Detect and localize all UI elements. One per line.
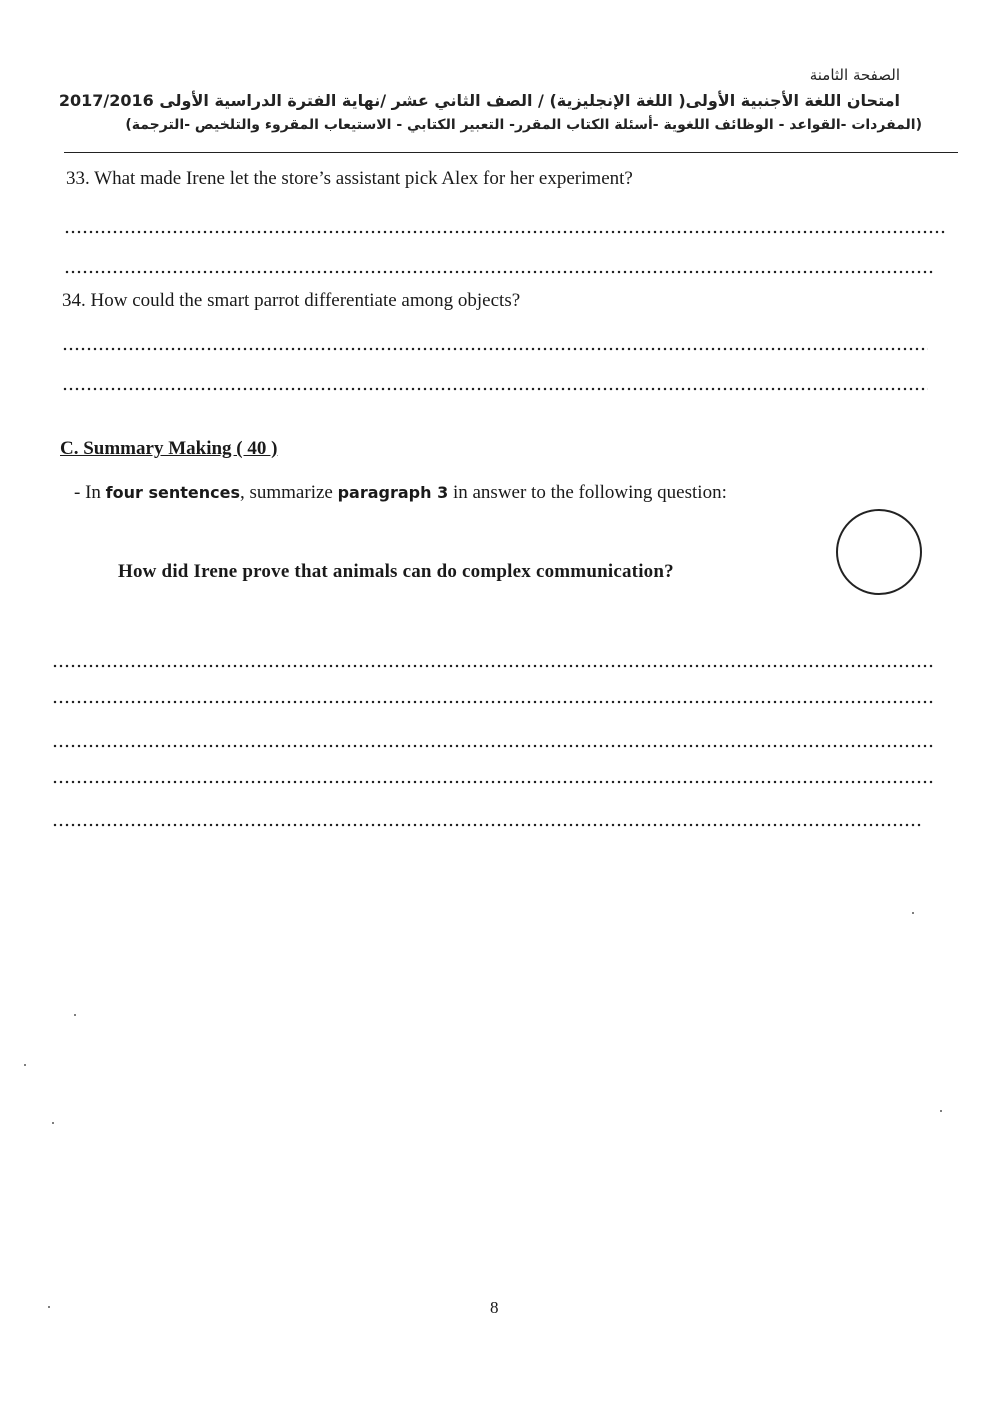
scan-speck [940, 1110, 942, 1112]
scan-speck [24, 1064, 26, 1066]
summary-line-5[interactable] [52, 819, 922, 831]
question-33 [66, 168, 633, 190]
instruction-four-sentences: four sentences [105, 483, 240, 502]
summary-line-2[interactable] [52, 696, 934, 708]
answer-line-33a[interactable] [64, 226, 946, 238]
answer-line-34a[interactable] [62, 343, 928, 355]
scan-speck [48, 1306, 50, 1308]
question-34-text: How could the smart parrot differentiate among objects? [90, 290, 521, 311]
summary-question: How did Irene prove that animals can do complex communication? [118, 561, 674, 582]
question-33-number: 33. [66, 168, 90, 189]
page-label-arabic: الصفحة الثامنة [809, 66, 900, 84]
instruction-paragraph: paragraph 3 [337, 483, 449, 502]
question-34 [62, 290, 520, 312]
summary-line-1[interactable] [52, 660, 934, 672]
instruction-suffix: in answer to the following question: [452, 482, 727, 503]
exam-topics-arabic: (المفردات -القواعد - الوظائف اللغوية -أسئلة الكتاب المقرر- التعبير الكتابي - الاستيعاب المقروء والتلخيص -الترجمة) [125, 117, 922, 133]
section-title-summary: C. Summary Making ( 40 ) [60, 438, 278, 459]
question-34-number: 34. [62, 290, 86, 311]
instruction-prefix: - In [74, 482, 101, 503]
score-circle [836, 509, 922, 595]
summary-line-4[interactable] [52, 776, 934, 788]
question-33-text: What made Irene let the store’s assistant pick Alex for her experiment? [94, 168, 633, 189]
answer-line-33b[interactable] [64, 266, 934, 278]
scan-speck [912, 912, 914, 914]
scan-speck [74, 1014, 76, 1016]
instruction-mid: , summarize [239, 482, 333, 503]
answer-line-34b[interactable] [62, 383, 928, 395]
summary-line-3[interactable] [52, 740, 934, 752]
header-divider [64, 152, 958, 153]
scan-speck [52, 1122, 54, 1124]
page-number: 8 [490, 1298, 499, 1317]
summary-instruction [74, 482, 727, 504]
exam-title-arabic: امتحان اللغة الأجنبية الأولى( اللغة الإنجليزية) / الصف الثاني عشر /نهاية الفترة الدراسية الأولى 2017/2016 [58, 91, 900, 110]
